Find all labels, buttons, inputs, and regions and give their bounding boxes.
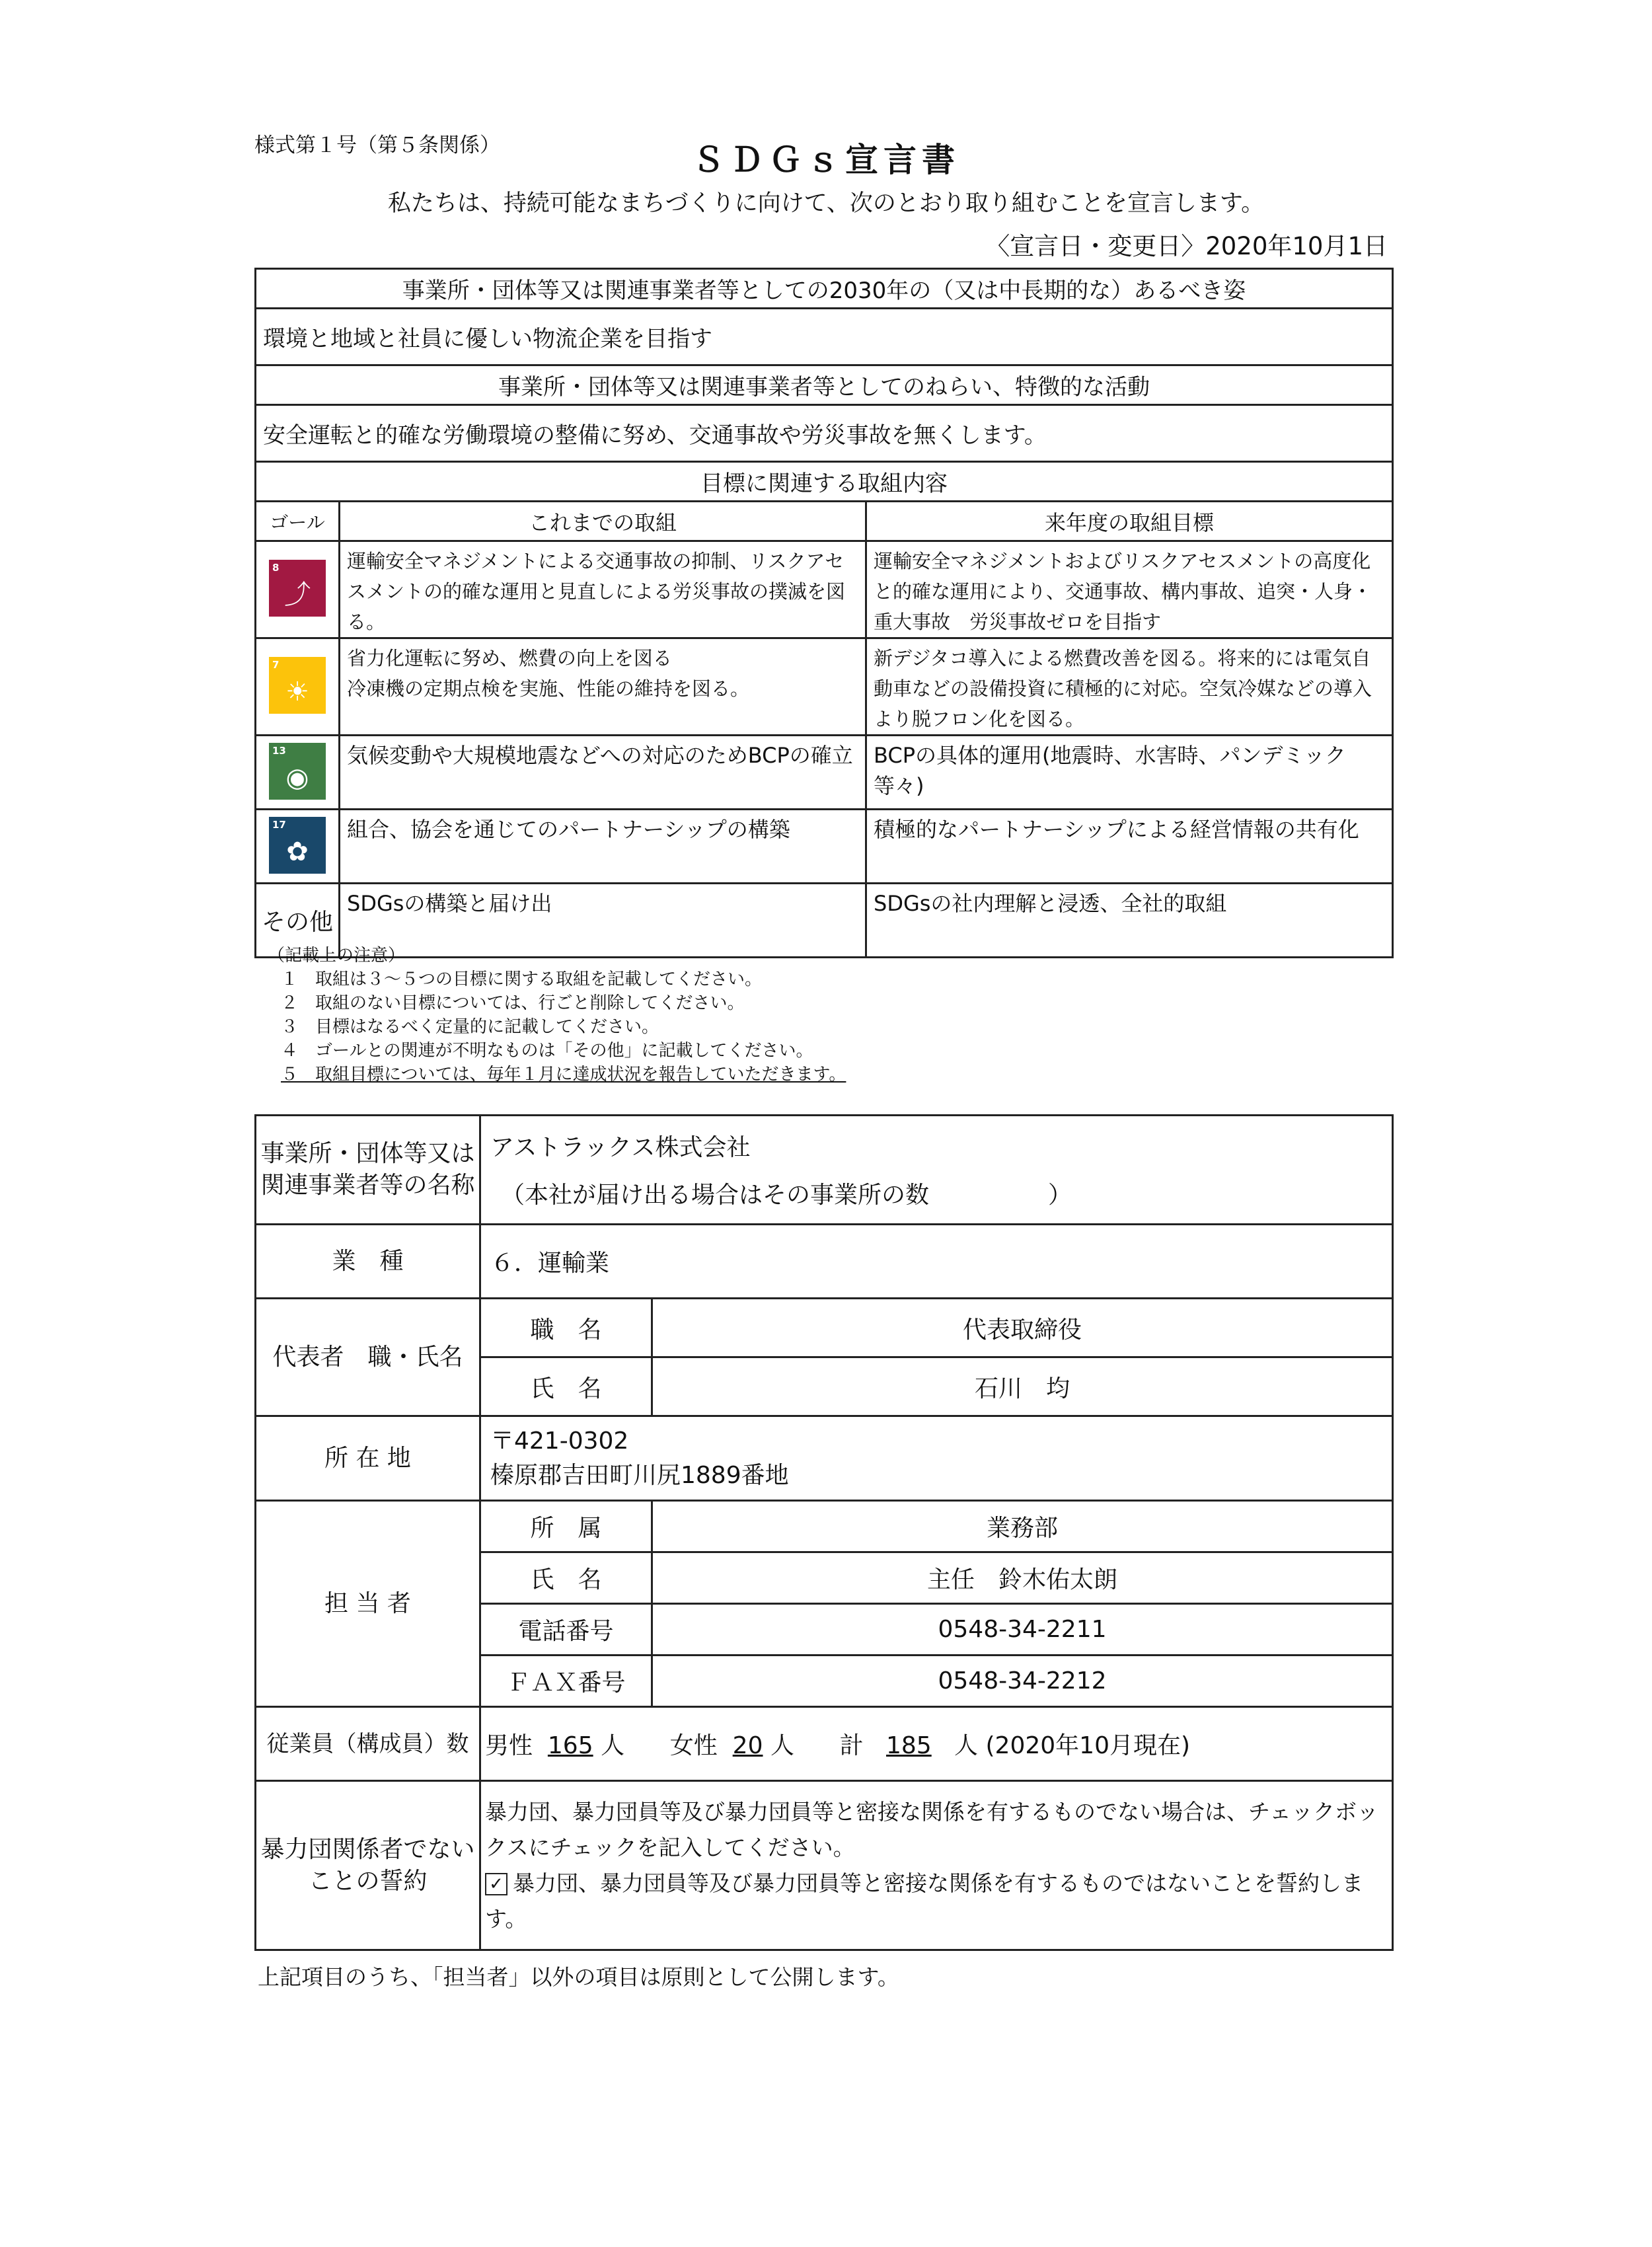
phone-label: 電話番号	[480, 1604, 652, 1656]
filling-notes	[268, 944, 846, 1086]
sdg-goal-7-icon: 7 ☀	[269, 657, 326, 714]
goals-heading: 目標に関連する取組内容	[256, 462, 1393, 502]
past-effort: 気候変動や大規模地震などへの対応のためBCPの確立	[340, 736, 866, 810]
col-goal-header: ゴール	[256, 502, 340, 541]
contact-name-label: 氏 名	[480, 1552, 652, 1604]
sdg-goal-8-icon: 8 ⤴	[269, 560, 326, 617]
declaration-date-value: 2020年10月1日	[1205, 232, 1388, 260]
aims-heading: 事業所・団体等又は関連事業者等としてのねらい、特徴的な活動	[256, 365, 1393, 405]
notes-heading: （記載上の注意）	[268, 946, 406, 966]
pledge-instruction: 暴力団、暴力団員等及び暴力団員等と密接な関係を有するものでない場合は、チェックボックスにチェックを記入してください。	[485, 1798, 1379, 1860]
industry-value: ６．運輸業	[480, 1225, 1393, 1299]
sdg-goal-13-icon: 13 ◉	[269, 743, 326, 800]
next-target: 積極的なパートナーシップによる経営情報の共有化	[866, 810, 1393, 884]
industry-label: 業 種	[256, 1225, 480, 1299]
publication-note: 上記項目のうち、「担当者」以外の項目は原則として公開します。	[258, 1964, 899, 1990]
org-name-value: アストラックス株式会社	[490, 1134, 751, 1161]
declaration-date	[985, 226, 1388, 262]
phone-value: 0548-34-2211	[652, 1604, 1393, 1656]
col-next-header: 来年度の取組目標	[866, 502, 1393, 541]
table-row	[256, 736, 1393, 810]
vision-text: 環境と地域と社員に優しい物流企業を目指す	[256, 309, 1393, 365]
other-next-target: SDGsの社内理解と浸透、全社的取組	[866, 884, 1393, 958]
rep-title-label: 職 名	[480, 1299, 652, 1357]
dept-label: 所 属	[480, 1501, 652, 1552]
note-item: ３ 目標はなるべく定量的に記載してください。	[281, 1017, 659, 1037]
address-postal: 〒421-0302	[490, 1427, 629, 1455]
form-number: 様式第１号（第５条関係）	[254, 133, 500, 157]
fax-value: 0548-34-2212	[652, 1656, 1393, 1707]
sdg-goal-17-icon: 17 ✿	[269, 817, 326, 874]
note-item: １ 取組は３～５つの目標に関する取組を記載してください。	[281, 970, 763, 989]
total-count: 185	[885, 1732, 932, 1759]
contact-person-label: 担 当 者	[256, 1501, 480, 1707]
document-title: ＳＤＧｓ宣言書	[692, 141, 960, 179]
address-line: 榛原郡吉田町川尻1889番地	[490, 1461, 789, 1489]
past-effort: 組合、協会を通じてのパートナーシップの構築	[340, 810, 866, 884]
pledge-label: 暴力団関係者でないことの誓約	[256, 1781, 480, 1950]
col-past-header: これまでの取組	[340, 502, 866, 541]
past-effort: 運輸安全マネジメントによる交通事故の抑制、リスクアセスメントの的確な運用と見直しによる労災事故の撲滅を図る。	[340, 541, 866, 638]
contact-name-value: 主任 鈴木佑太朗	[652, 1552, 1393, 1604]
representative-label: 代表者 職・氏名	[256, 1299, 480, 1416]
pledge-checkbox[interactable]: ✓	[485, 1873, 507, 1895]
document-intro: 私たちは、持続可能なまちづくりに向けて、次のとおり取り組むことを宣言します。	[387, 190, 1265, 217]
other-goal-label: その他	[256, 884, 340, 958]
past-effort: 省力化運転に努め、燃費の向上を図る 冷凍機の定期点検を実施、性能の維持を図る。	[340, 638, 866, 736]
next-target: 運輸安全マネジメントおよびリスクアセスメントの高度化と的確な運用により、交通事故、構内事故、追突・人身・重大事故 労災事故ゼロを目指す	[866, 541, 1393, 638]
female-count: 20	[732, 1732, 763, 1759]
org-branch-note: （本社が届け出る場合はその事業所の数 ）	[501, 1182, 1072, 1209]
address-label: 所 在 地	[256, 1416, 480, 1501]
declaration-date-label: 〈宣言日・変更日〉	[985, 232, 1206, 260]
male-count: 165	[547, 1732, 593, 1759]
note-item: ５ 取組目標については、毎年１月に達成状況を報告していただきます。	[281, 1065, 846, 1085]
fax-label: ＦＡＸ番号	[480, 1656, 652, 1707]
org-name-label: 事業所・団体等又は関連事業者等の名称	[256, 1116, 480, 1225]
next-target: BCPの具体的運用(地震時、水害時、パンデミック等々)	[866, 736, 1393, 810]
other-past-effort: SDGsの構築と届け出	[340, 884, 866, 958]
dept-value: 業務部	[652, 1501, 1393, 1552]
table-row	[256, 810, 1393, 884]
employees-label: 従業員（構成員）数	[256, 1707, 480, 1781]
note-item: ４ ゴールとの関連が不明なものは「その他」に記載してください。	[281, 1041, 813, 1061]
table-row	[256, 541, 1393, 638]
sdgs-goals-table	[254, 268, 1394, 958]
next-target: 新デジタコ導入による燃費改善を図る。将来的には電気自動車などの設備投資に積極的に対応。空気冷媒などの導入より脱フロン化を図る。	[866, 638, 1393, 736]
table-row	[256, 638, 1393, 736]
rep-name-label: 氏 名	[480, 1357, 652, 1416]
rep-name-value: 石川 均	[652, 1357, 1393, 1416]
note-item: ２ 取組のない目標については、行ごと削除してください。	[281, 993, 745, 1013]
aims-text: 安全運転と的確な労働環境の整備に努め、交通事故や労災事故を無くします。	[256, 405, 1393, 462]
as-of-date: (2020年10月現在)	[985, 1732, 1191, 1759]
employee-counts: 男性 165 人 女性 20 人 計 185 人 (2020年10月現在)	[480, 1707, 1393, 1781]
pledge-text: 暴力団、暴力団員等及び暴力団員等と密接な関係を有するものではないことを誓約します。	[485, 1870, 1363, 1932]
rep-title-value: 代表取締役	[652, 1299, 1393, 1357]
organization-info-table	[254, 1114, 1394, 1951]
vision-heading: 事業所・団体等又は関連事業者等としての2030年の（又は中長期的な）あるべき姿	[256, 269, 1393, 309]
